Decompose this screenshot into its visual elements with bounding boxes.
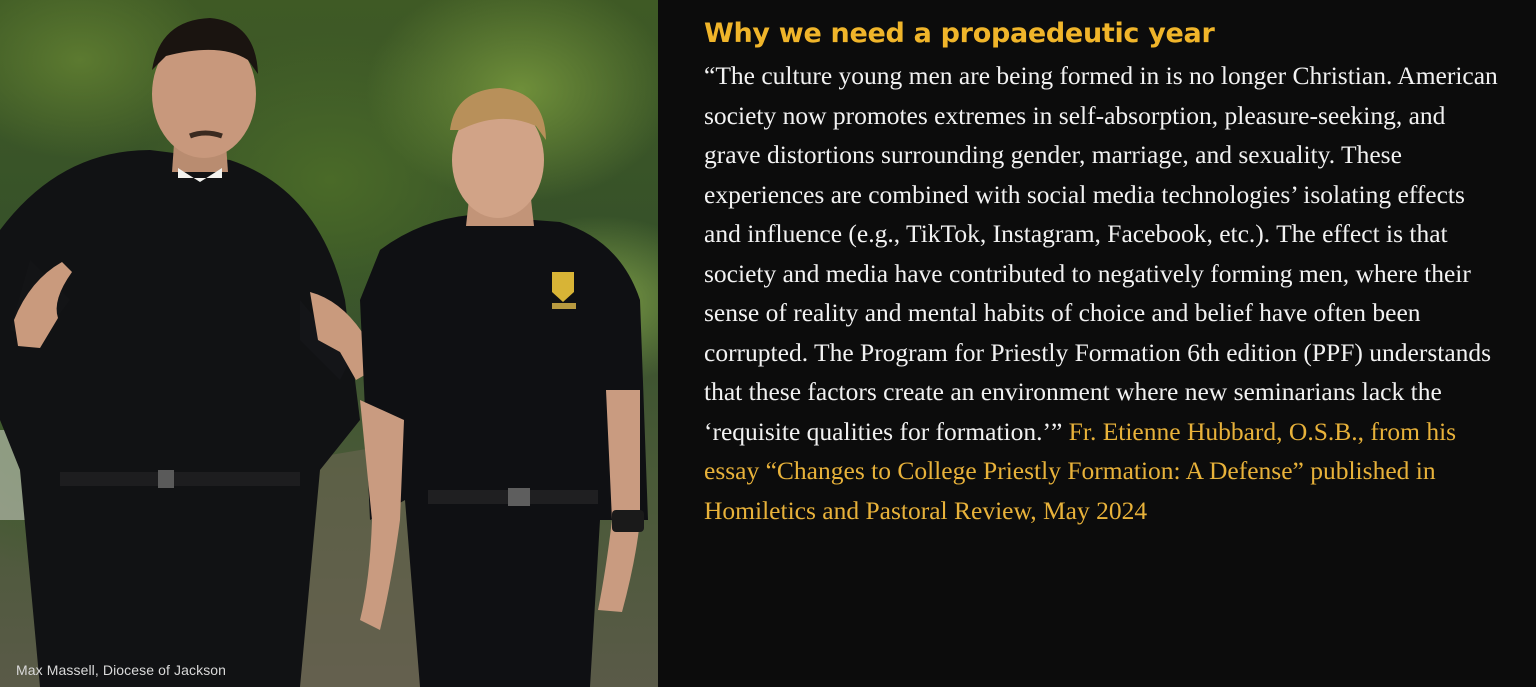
- quote-attribution: Fr. Etienne Hubbard, O.S.B., from his essay “Changes to College Priestly Formation: A Defense” published in Homiletics and Pastoral Review, May 2024: [704, 416, 1457, 525]
- text-panel: [658, 0, 1536, 687]
- article-heading: Why we need a propaedeutic year: [704, 18, 1215, 49]
- quote-text: “The culture young men are being formed in is no longer Christian. American society now promotes extremes in self-absorption, pleasure-seeking, and grave distortions surrounding gender, marriage, and sexuality. These experiences are combined with social media technologies’ isolating effects and influence (e.g., TikTok, Instagram, Facebook, etc.). The effect is that society and media have contributed to negatively forming men, where their sense of reality and mental habits of choice and belief have often been corrupted. The Program for Priestly Formation 6th edition (PPF) understands that these factors create an environment where new seminarians lack the ‘requisite qualities for formation.’”: [704, 61, 1498, 446]
- photo: [0, 0, 658, 687]
- photo-credit: Max Massell, Diocese of Jackson: [16, 662, 227, 678]
- quote-paragraph: [704, 56, 1504, 530]
- photo-illustration: [0, 0, 658, 687]
